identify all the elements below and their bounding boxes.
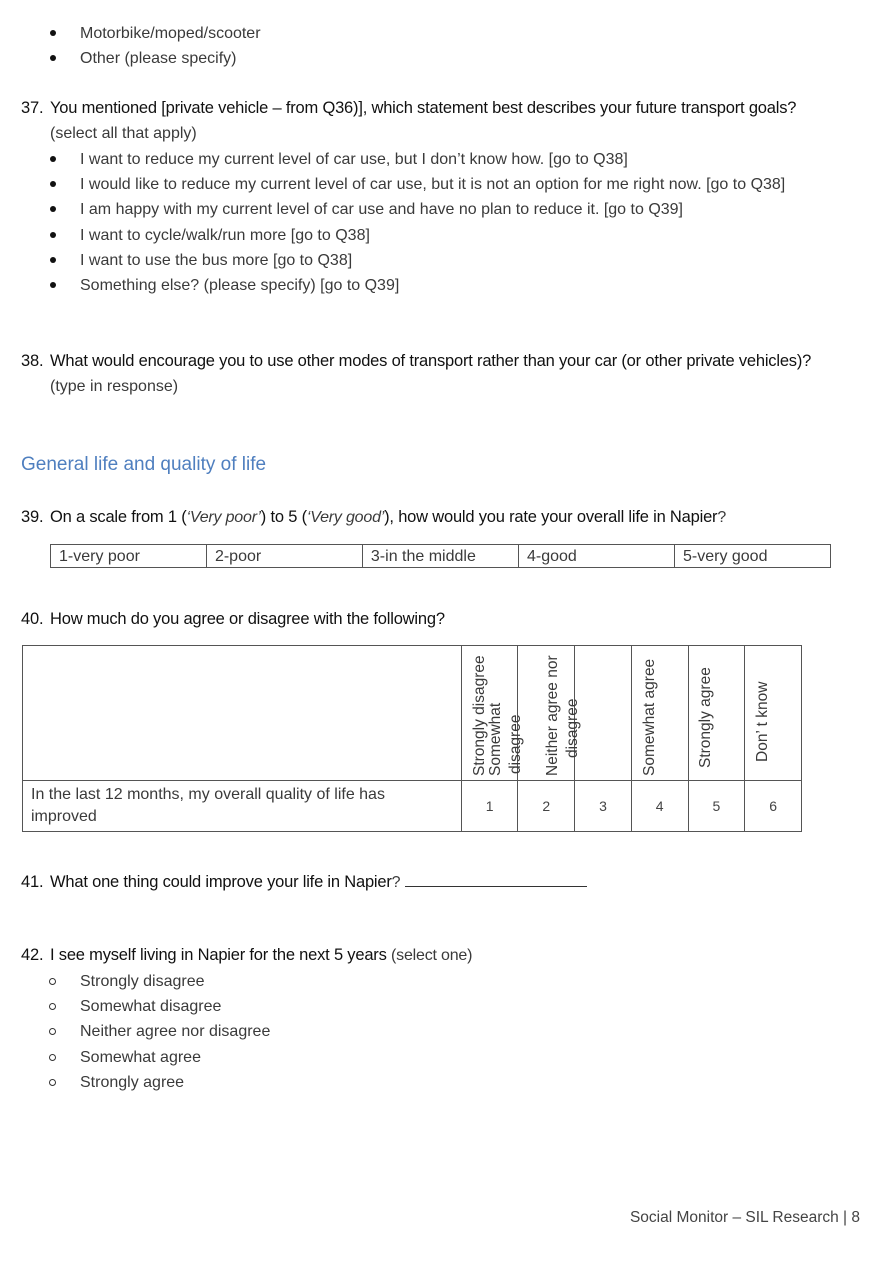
col-header-strongly-disagree: Strongly disagree: [461, 646, 518, 781]
question-number: 38.: [21, 352, 44, 370]
question-text: You mentioned [private vehicle – from Q36)], which statement best describes your future transport goals?: [50, 99, 797, 117]
grid-cell-4[interactable]: 4: [631, 781, 688, 832]
col-header-dont-know: Don’ t know: [745, 646, 802, 781]
question-note: (type in response): [50, 378, 179, 395]
bullet-icon: [50, 282, 56, 288]
grid-cell-2[interactable]: 2: [518, 781, 575, 832]
grid-corner: [23, 646, 462, 781]
grid-cell-1[interactable]: 1: [461, 781, 518, 832]
scale-option-5[interactable]: 5-very good: [674, 545, 830, 568]
scale-option-1[interactable]: 1-very poor: [51, 545, 207, 568]
col-header-somewhat-disagree: Somewhat disagree: [518, 646, 575, 781]
question-text: I see myself living in Napier for the next 5 years: [50, 946, 387, 964]
option-item[interactable]: Somewhat agree: [50, 1045, 270, 1070]
question-text: How much do you agree or disagree with the following?: [50, 610, 445, 628]
answer-blank[interactable]: [405, 870, 587, 887]
option-item[interactable]: I want to use the bus more [go to Q38]: [50, 248, 785, 273]
grid-cell-6[interactable]: 6: [745, 781, 802, 832]
question-note: (select all that apply): [50, 125, 197, 142]
col-header-somewhat-agree: Somewhat agree: [631, 646, 688, 781]
question-note: (select one): [391, 947, 473, 964]
question-39: 39. On a scale from 1 (‘Very poor’) to 5 (‘Very good’), how would you rate your overall life in Napier?: [21, 508, 727, 526]
question-number: 42.: [21, 946, 44, 964]
scale-option-3[interactable]: 3-in the middle: [362, 545, 518, 568]
rating-scale: [50, 544, 831, 568]
bullet-icon: [50, 257, 56, 263]
question-number: 40.: [21, 610, 44, 628]
question-40: [21, 610, 445, 629]
scale-option-2[interactable]: 2-poor: [206, 545, 362, 568]
option-item[interactable]: I am happy with my current level of car use and have no plan to reduce it. [go to Q39]: [50, 197, 785, 222]
option-item[interactable]: Strongly disagree: [50, 969, 270, 994]
option-item[interactable]: I would like to reduce my current level of car use, but it is not an option for me right now. [go to Q38]: [50, 172, 785, 197]
question-number: 39.: [21, 508, 44, 526]
question-number: 41.: [21, 873, 44, 891]
question-38: [21, 352, 811, 371]
question-text: What one thing could improve your life in Napier: [50, 873, 392, 891]
grid-cell-3[interactable]: 3: [575, 781, 632, 832]
option-item[interactable]: Neither agree nor disagree: [50, 1019, 270, 1044]
scale-option-4[interactable]: 4-good: [519, 545, 675, 568]
option-item[interactable]: Strongly agree: [50, 1070, 270, 1095]
option-item[interactable]: Something else? (please specify) [go to Q39]: [50, 273, 785, 298]
section-heading: General life and quality of life: [21, 454, 267, 475]
agreement-grid: [22, 645, 802, 832]
page-footer: Social Monitor – SIL Research | 8: [629, 1209, 860, 1226]
q42-options: [50, 969, 270, 1095]
question-37: [21, 99, 796, 118]
radio-circle-icon: [49, 1003, 56, 1010]
option-item[interactable]: I want to cycle/walk/run more [go to Q38]: [50, 223, 785, 248]
question-41: 41. What one thing could improve your life in Napier?: [21, 870, 587, 892]
bullet-icon: [50, 30, 56, 36]
question-text: What would encourage you to use other modes of transport rather than your car (or other private vehicles)?: [50, 352, 812, 370]
radio-circle-icon: [49, 1054, 56, 1061]
question-42: [21, 946, 472, 965]
question-number: 37.: [21, 99, 44, 117]
option-item[interactable]: I want to reduce my current level of car use, but I don’t know how. [go to Q38]: [50, 147, 785, 172]
option-item[interactable]: Somewhat disagree: [50, 994, 270, 1019]
bullet-icon: [50, 156, 56, 162]
col-header-neither: Neither agree nor disagree: [575, 646, 632, 781]
bullet-icon: [50, 55, 56, 61]
row-label: In the last 12 months, my overall quality of life has improved: [23, 781, 462, 832]
radio-circle-icon: [49, 978, 56, 985]
list-item: Other (please specify): [50, 46, 261, 71]
q37-options: [50, 147, 785, 298]
bullet-icon: [50, 206, 56, 212]
transport-mode-list: [50, 21, 261, 71]
radio-circle-icon: [49, 1028, 56, 1035]
radio-circle-icon: [49, 1079, 56, 1086]
col-header-strongly-agree: Strongly agree: [688, 646, 745, 781]
list-item: Motorbike/moped/scooter: [50, 21, 261, 46]
grid-cell-5[interactable]: 5: [688, 781, 745, 832]
bullet-icon: [50, 232, 56, 238]
bullet-icon: [50, 181, 56, 187]
